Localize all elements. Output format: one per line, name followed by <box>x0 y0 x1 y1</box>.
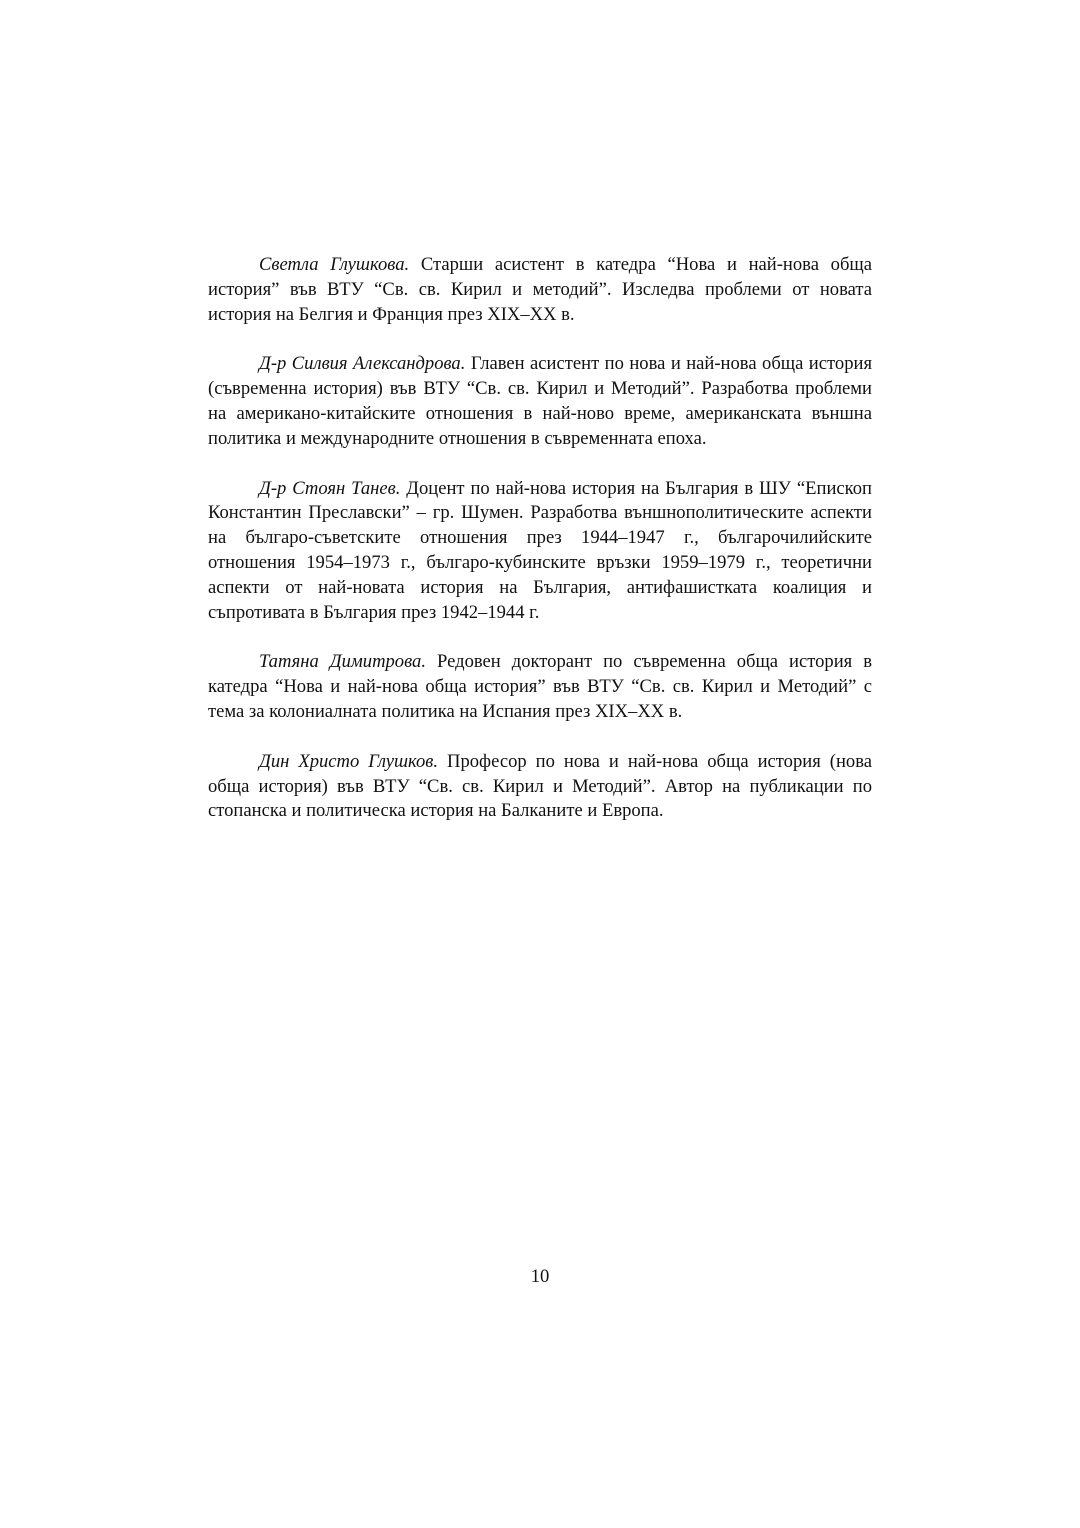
author-name: Д-р Стоян Танев. <box>259 477 401 499</box>
author-description: Редовен докторант по съвременна обща история в катедра “Нова и най-нова обща история” във ВТУ “Св. св. Кирил и Методий” с тема за колониалната политика на Испания през XIX–XX в. <box>208 651 872 722</box>
author-name: Светла Глушкова. <box>259 254 410 275</box>
author-entry <box>208 253 872 327</box>
author-name: Дин Христо Глушков. <box>259 750 439 772</box>
author-entry <box>208 650 872 724</box>
author-description: Старши асистент в катедра “Нова и най-нова обща история” във ВТУ “Св. св. Кирил и методий”. Изследва проблеми от новата история на Белгия и Франция през XIX–XX в. <box>208 254 872 325</box>
author-description: Професор по нова и най-нова обща история (нова обща история) във ВТУ “Св. св. Кирил и Методий”. Автор на публикации по стопанска и политическа история на Балканите и Европа. <box>208 750 872 822</box>
author-entry <box>208 750 872 824</box>
page-number: 10 <box>530 1266 550 1287</box>
author-description: Главен асистент по нова и най-нова обща история (съвременна история) във ВТУ “Св. св. Кирил и Методий”. Разработва проблеми на американо-китайските отношения в най-ново време, американската външна политика и международните отношения в съвременната епоха. <box>208 353 872 449</box>
author-entry <box>208 477 872 626</box>
author-name: Д-р Силвия Александрова. <box>259 353 466 375</box>
author-list <box>208 253 872 849</box>
author-entry <box>208 352 872 451</box>
author-description: Доцент по най-нова история на България в ШУ “Епископ Константин Преславски” – гр. Шумен. Разработва външнополитическите аспекти на българо-съветските отношения през 1944–1947 г., българочилийските отношения 1954–1973 г., българо-кубинските връзки 1959–1979 г., теоретични аспекти от най-новата история на България, антифашистката коалиция и съпротивата в България през 1942–1944 г. <box>208 477 872 623</box>
author-name: Татяна Димитрова. <box>259 651 426 673</box>
